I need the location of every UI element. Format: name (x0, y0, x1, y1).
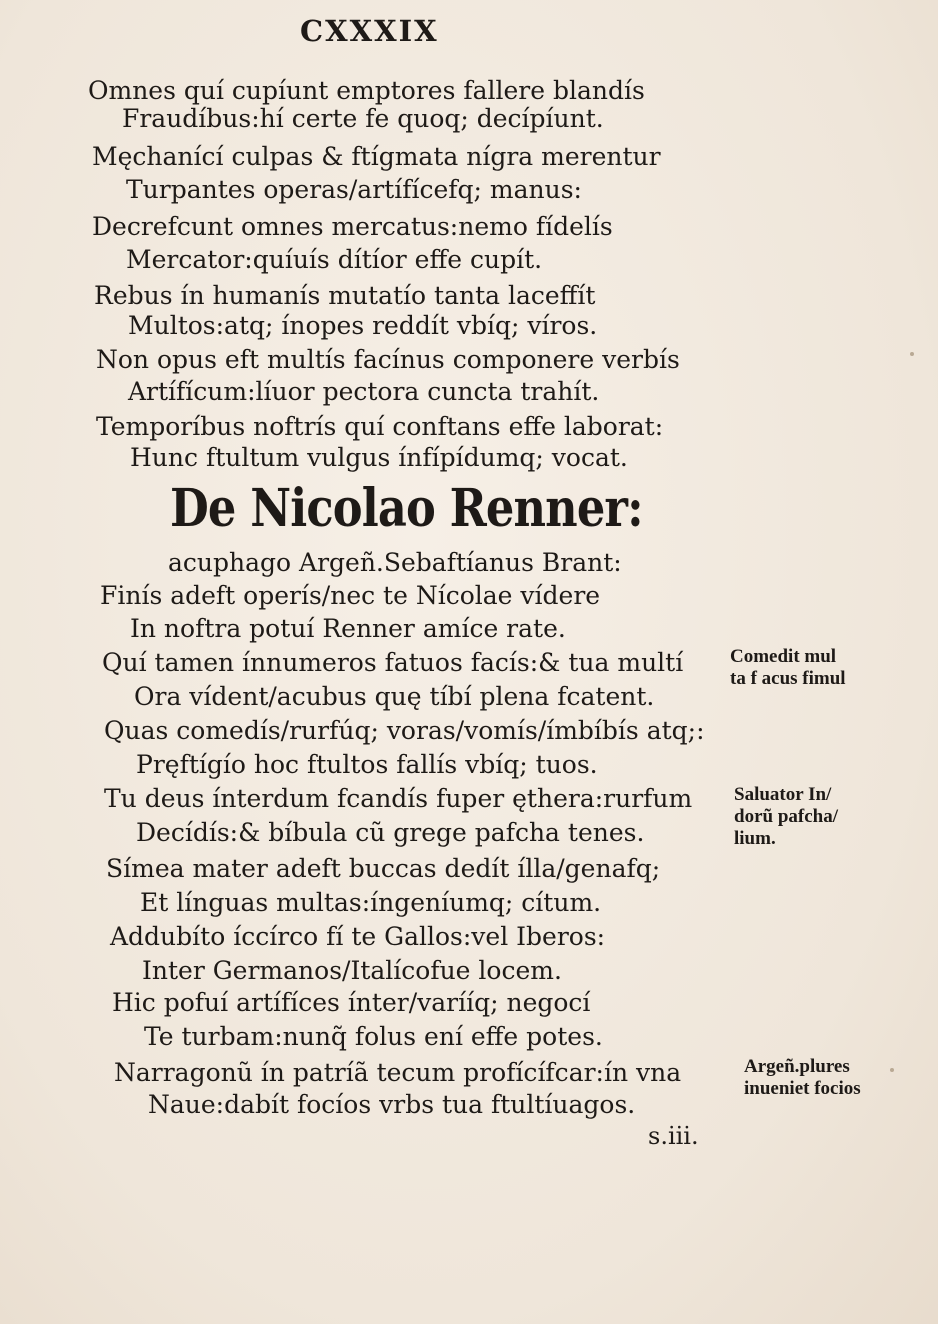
paper-spot (910, 352, 914, 356)
margin-note (734, 784, 838, 850)
margin-note (730, 646, 846, 690)
verse-line: Męchanící culpas & ftígmata nígra merentur (92, 142, 661, 171)
margin-note-line: Argeñ.plures (744, 1056, 850, 1077)
verse-line: Multos:atq; ínopes reddít vbíq; víros. (128, 311, 598, 340)
margin-note-line: dorũ pafcha/ (734, 806, 838, 827)
folio-number: CXXXIX (300, 14, 439, 48)
margin-note-line: Saluator In/ (734, 784, 832, 805)
verse-line: Temporíbus noftrís quí conftans effe laborat: (96, 412, 664, 441)
margin-note-line: inueniet focios (744, 1078, 861, 1099)
verse-line: Fraudíbus:hí certe fe quoq; decípíunt. (122, 104, 604, 133)
verse-line: Finís adeft operís/nec te Nícolae vídere (100, 581, 601, 610)
verse-line: Quí tamen ínnumeros fatuos facís:& tua multí (102, 648, 684, 677)
verse-line: Decrefcunt omnes mercatus:nemo fídelís (92, 212, 613, 241)
verse-line: Hunc ftultum vulgus ínfípídumq; vocat. (130, 443, 628, 472)
verse-line: Tu deus ínterdum fcandís fuper ęthera:rurfum (104, 784, 693, 813)
margin-note (744, 1056, 861, 1100)
verse-line: Decídís:& bíbula cũ grege pafcha tenes. (136, 818, 645, 847)
verse-line: Rebus ín humanís mutatío tanta laceffít (94, 281, 596, 310)
margin-note-line: Comedit mul (730, 646, 837, 667)
verse-line: Omnes quí cupíunt emptores fallere blandís (88, 76, 645, 105)
verse-line: Inter Germanos/Italícofue locem. (142, 956, 562, 985)
section-heading: De Nicolao Renner: (170, 478, 643, 539)
verse-line: Naue:dabít focíos vrbs tua ftultíuagos. (148, 1090, 636, 1119)
verse-line: Mercator:quíuís dítíor effe cupít. (126, 245, 543, 274)
verse-line: Et línguas multas:íngeníumq; cítum. (140, 888, 602, 917)
verse-line: Símea mater adeft buccas dedít ílla/genafq; (106, 854, 661, 883)
verse-line: In noftra potuí Renner amíce rate. (130, 614, 566, 643)
signature-mark: s.iii. (648, 1122, 699, 1150)
verse-line: Quas comedís/rurfúq; voras/vomís/ímbíbís atq;: (104, 716, 705, 745)
verse-line: Ora vídent/acubus quę tíbí plena fcatent. (134, 682, 655, 711)
verse-line: Turpantes operas/artífícefq; manus: (126, 175, 582, 204)
subheading: acuphago Argeñ.Sebaftíanus Brant: (168, 548, 622, 577)
verse-line: Artífícum:líuor pectora cuncta trahít. (128, 377, 600, 406)
verse-line: Pręftígío hoc ftultos fallís vbíq; tuos. (136, 750, 598, 779)
verse-line: Narragonũ ín patríã tecum profícífcar:ín vna (114, 1058, 682, 1087)
verse-line: Non opus eft multís facínus componere verbís (96, 345, 680, 374)
margin-note-line: lium. (734, 828, 776, 849)
paper-spot (890, 1068, 894, 1072)
verse-line: Te turbam:nunq̃ folus ení effe potes. (144, 1022, 603, 1051)
verse-line: Hic pofuí artífíces ínter/varííq; negocí (112, 988, 591, 1017)
margin-note-line: ta f acus fimul (730, 668, 846, 689)
verse-line: Addubíto íccírco fí te Gallos:vel Iberos: (110, 922, 606, 951)
